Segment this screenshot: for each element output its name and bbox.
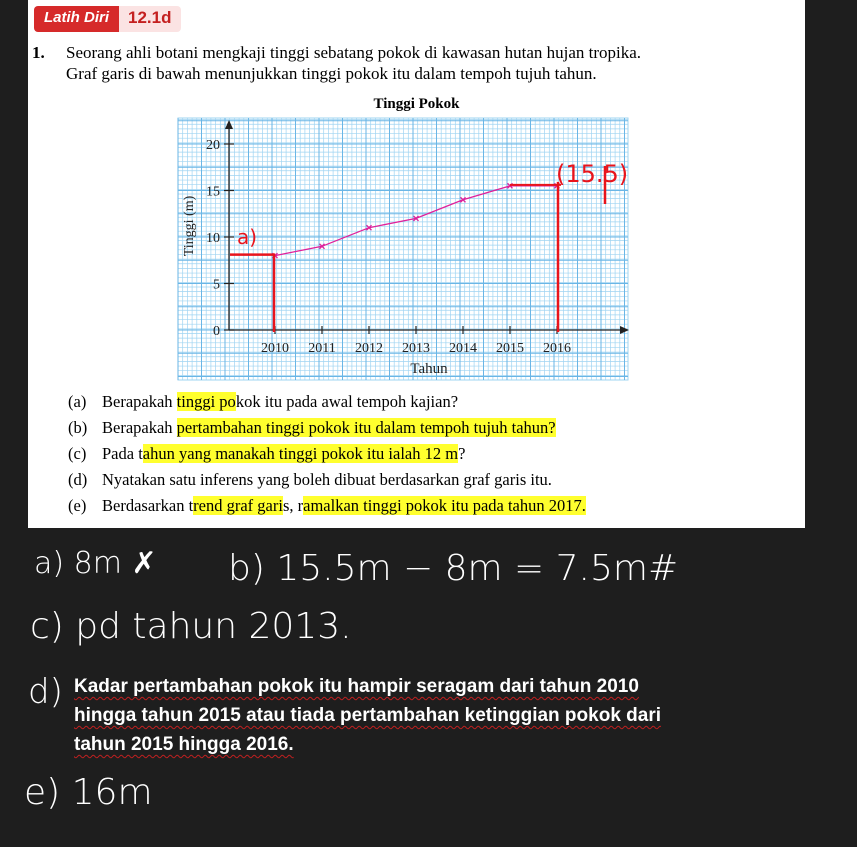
y-tick-label: 10 xyxy=(206,231,220,246)
part-c xyxy=(68,442,465,466)
x-tick-label: 2013 xyxy=(402,341,430,356)
answer-d-text-content: Kadar pertambahan pokok itu hampir seragam dari tahun 2010 hingga tahun 2015 atau tiada pertambahan ketinggian pokok dari tahun 2015 hingga 2016. xyxy=(74,676,662,755)
part-c-letter: (c) xyxy=(68,444,87,463)
y-tick-label: 5 xyxy=(213,277,220,293)
question-line-1: Seorang ahli botani mengkaji tinggi sebatang pokok di kawasan hutan hujan tropika. xyxy=(66,43,642,62)
answer-c: c) pd tahun 2013. xyxy=(30,606,352,647)
x-tick-label: 2015 xyxy=(496,341,524,356)
y-axis-label: Tinggi (m) xyxy=(182,195,197,257)
part-a xyxy=(68,390,458,414)
part-b xyxy=(68,416,556,440)
x-tick-label: 2014 xyxy=(449,341,477,356)
part-a-letter: (a) xyxy=(68,392,87,411)
part-e xyxy=(68,494,586,518)
part-c-text: Pada tahun yang manakah tinggi pokok itu ialah 12 m? xyxy=(102,444,466,463)
y-tick-label: 0 xyxy=(213,324,220,339)
part-e-text: Berdasarkan trend graf garis, ramalkan tinggi pokok itu pada tahun 2017. xyxy=(102,496,586,515)
answer-b: b) 15.5m − 8m = 7.5m# xyxy=(228,548,679,589)
chart-title: Tinggi Pokok xyxy=(373,96,460,112)
textbook-page xyxy=(28,0,805,528)
part-d xyxy=(68,468,552,492)
annotation-peak: (15.5) xyxy=(556,160,629,188)
part-b-letter: (b) xyxy=(68,418,88,437)
answer-a: a) 8m ✗ xyxy=(34,546,157,581)
answer-e: e) 16m xyxy=(24,772,153,813)
y-tick-label: 15 xyxy=(206,184,220,200)
part-e-letter: (e) xyxy=(68,496,87,515)
answer-d-text xyxy=(74,672,694,759)
y-tick-label: 20 xyxy=(206,138,220,153)
part-d-letter: (d) xyxy=(68,470,88,489)
exercise-tag-label: Latih Diri xyxy=(34,6,119,32)
part-b-text: Berapakah pertambahan tinggi pokok itu dalam tempoh tujuh tahun? xyxy=(102,418,556,437)
part-d-text: Nyatakan satu inferens yang boleh dibuat berdasarkan graf garis itu. xyxy=(102,470,552,489)
question-line-2: Graf garis di bawah menunjukkan tinggi pokok itu dalam tempoh tujuh tahun. xyxy=(66,64,597,83)
x-tick-label: 2011 xyxy=(308,341,336,356)
question-number: 1. xyxy=(32,43,45,62)
x-tick-label: 2010 xyxy=(261,341,289,356)
x-axis-label: Tahun xyxy=(410,361,448,377)
answer-d-label: d) xyxy=(28,672,63,712)
annotation-a: a) xyxy=(237,225,258,249)
part-a-text: Berapakah tinggi pokok itu pada awal tempoh kajian? xyxy=(102,392,459,411)
x-tick-label: 2012 xyxy=(355,341,383,356)
exercise-tag-number: 12.1d xyxy=(119,6,180,32)
x-tick-label: 2016 xyxy=(543,341,571,356)
